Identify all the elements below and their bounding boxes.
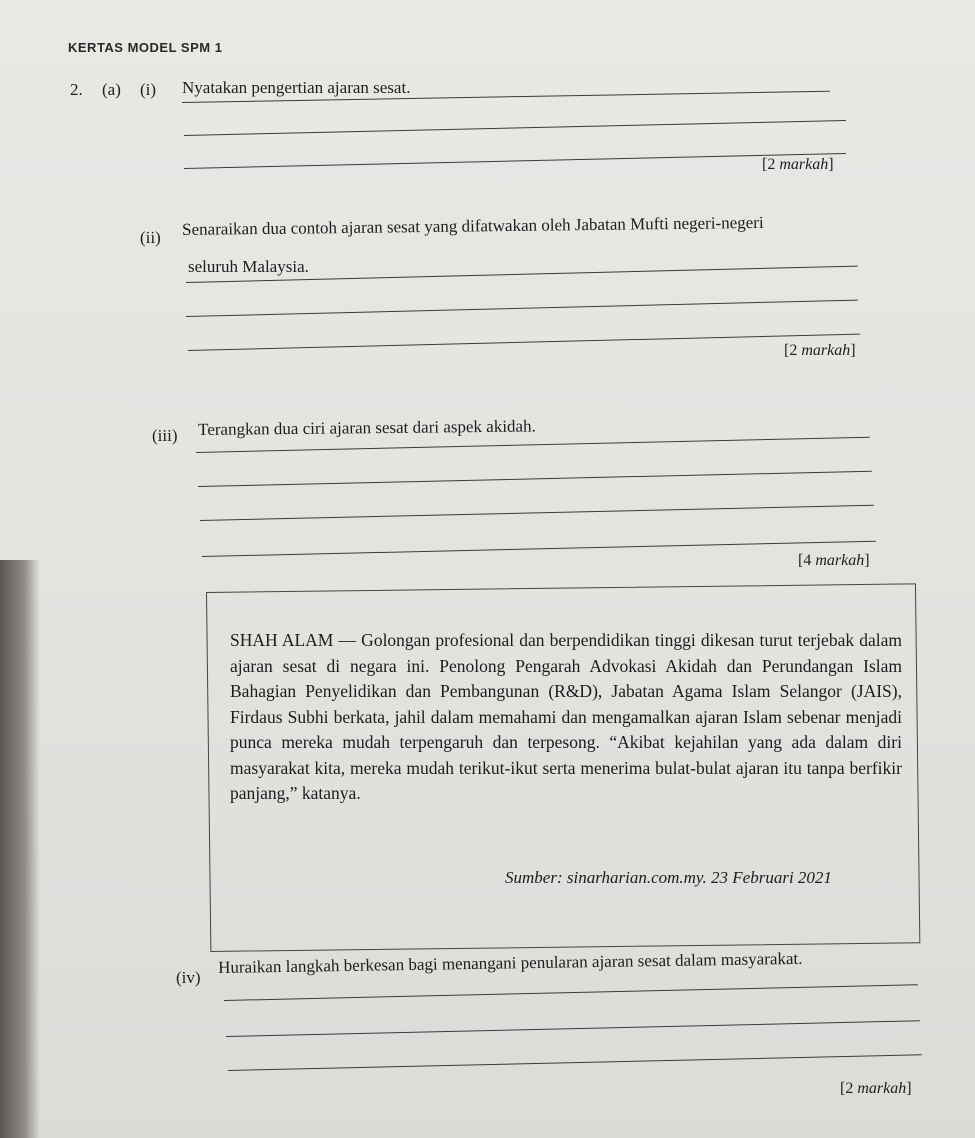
sub-question-i-text: Nyatakan pengertian ajaran sesat. <box>182 78 411 97</box>
paper-header: KERTAS MODEL SPM 1 <box>68 40 223 55</box>
question-part: (a) <box>102 80 121 99</box>
sub-question-iii-label: (iii) <box>152 426 178 445</box>
mark-iii: [4 markah] <box>798 552 870 569</box>
mark-i: [2 markah] <box>762 156 834 173</box>
sub-question-iv-text: Huraikan langkah berkesan bagi menangani penularan ajaran sesat dalam masyarakat. <box>218 948 803 977</box>
article-body: SHAH ALAM — Golongan profesional dan berpendidikan tinggi dikesan turut terjebak dalam ajaran sesat di negara ini. Penolong Pengarah Advokasi Akidah dan Perundangan Islam Bahagian Penyelidikan dan Pembangunan (R&D), Jabatan Agama Islam Selangor (JAIS), Firdaus Subhi berkata, jahil dalam memahami dan mengamalkan ajaran Islam sebenar menjadi punca mereka mudah terpengaruh dan terpesong. “Akibat kejahilan yang ada dalam diri masyarakat kita, mereka mudah terikut-ikut serta menerima bulat-bulat ajaran itu tanpa berfikir panjang,” katanya. <box>230 630 902 803</box>
sub-question-iv-label: (iv) <box>176 968 201 987</box>
question-number: 2. <box>70 80 83 99</box>
mark-iv: [2 markah] <box>840 1080 912 1097</box>
sub-question-iii-text: Terangkan dua ciri ajaran sesat dari aspek akidah. <box>198 416 536 439</box>
sub-question-ii-text-cont: seluruh Malaysia. <box>188 257 309 276</box>
page-shadow <box>0 560 40 1138</box>
sub-question-i-label: (i) <box>140 80 157 99</box>
sub-question-ii-text: Senaraikan dua contoh ajaran sesat yang difatwakan oleh Jabatan Mufti negeri-negeri <box>182 212 764 239</box>
article-text <box>230 628 902 807</box>
article-source: Sumber: sinarharian.com.my. 23 Februari 2021 <box>505 868 832 887</box>
mark-ii: [2 markah] <box>784 342 856 359</box>
sub-question-ii-label: (ii) <box>139 227 161 248</box>
